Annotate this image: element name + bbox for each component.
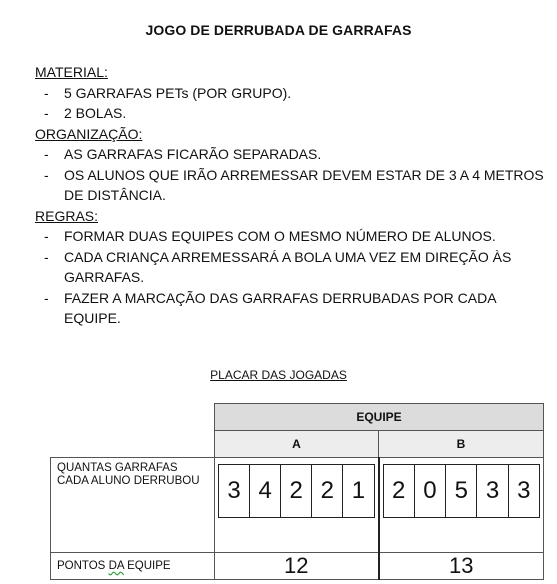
item-list [35,83,550,124]
table-row [51,553,544,580]
empty-cell [51,431,215,458]
table-row [51,458,544,553]
score-table [50,403,544,580]
table-row [51,431,544,458]
document-title: JOGO DE DERRUBADA DE GARRAFAS [145,22,412,38]
list-item: - AS GARRAFAS FICARÃO SEPARADAS. [35,144,550,165]
score-digit: 4 [250,465,281,517]
team-a-scores [215,458,379,553]
row-label: QUANTAS GARRAFAS CADA ALUNO DERRUBOU [51,458,215,553]
score-digit: 1 [351,477,366,504]
score-digit: 3 [517,477,531,504]
score-digit-box [218,464,375,518]
list-item: - OS ALUNOS QUE IRÃO ARREMESSAR DEVEM ESTAR DE 3 A 4 METROS DE DISTÂNCIA. [35,165,550,206]
total-label [51,553,215,580]
item-list [35,144,550,206]
team-a-total: 12 [215,553,379,580]
empty-cell [51,404,215,431]
team-header-b: B [379,431,544,458]
score-digit: 0 [415,465,446,517]
team-header-a: A [215,431,379,458]
score-digit-box [383,464,541,518]
list-item: - FAZER A MARCAÇÃO DAS GARRAFAS DERRUBADAS POR CADA EQUIPE. [35,288,550,329]
list-item: - CADA CRIANÇA ARREMESSARÁ A BOLA UMA VEZ EM DIREÇÃO ÀS GARRAFAS. [35,247,550,288]
section-material [35,62,550,124]
total-label-prefix: PONTOS [57,560,109,572]
section-regras [35,206,550,329]
team-b-total: 13 [379,553,544,580]
score-digit: 3 [219,465,250,517]
score-digit: 2 [281,465,312,517]
score-digit: 5 [446,465,477,517]
table-caption: PLACAR DAS JOGADAS [210,368,347,382]
list-item: - 2 BOLAS. [35,103,550,124]
score-digit: 2 [384,465,415,517]
document-body [35,62,550,329]
section-heading: MATERIAL: [35,64,108,80]
total-label-suffix: EQUIPE [123,560,171,572]
score-digit: 3 [477,465,508,517]
list-item: - FORMAR DUAS EQUIPES COM O MESMO NÚMERO DE ALUNOS. [35,226,550,247]
total-label-spell: DA [108,560,124,572]
item-list [35,226,550,329]
section-heading: REGRAS: [35,207,99,224]
table-row [51,404,544,431]
score-digit: 2 [312,465,343,517]
team-b-scores [379,458,544,553]
group-header: EQUIPE [215,404,544,431]
section-heading: ORGANIZAÇÃO: [35,125,143,142]
section-organizacao [35,124,550,206]
list-item: - 5 GARRAFAS PETs (POR GRUPO). [35,83,550,104]
